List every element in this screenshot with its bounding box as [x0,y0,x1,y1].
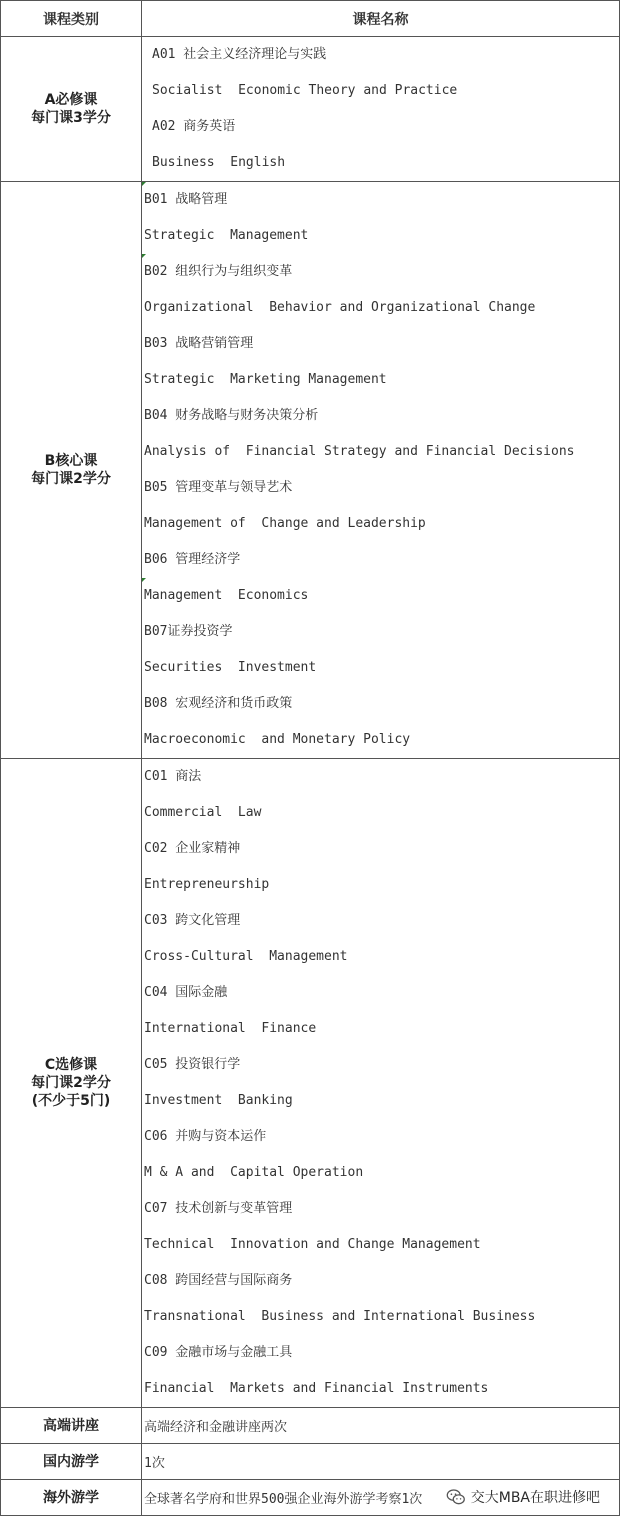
course-line: Strategic Marketing Management [144,372,387,387]
course-line: Technical Innovation and Change Management [144,1237,481,1252]
course-line: Management of Change and Leadership [144,516,426,531]
course-line: C01 商法 [144,769,202,784]
category-line: 每门课2学分 [31,471,111,487]
category-cell-lecture: 高端讲座 [1,1408,142,1444]
extra-content: 高端经济和金融讲座两次 [142,1408,620,1444]
course-line: B05 管理变革与领导艺术 [144,480,293,495]
extra-row-lecture [1,1408,620,1444]
course-line: C02 企业家精神 [144,841,241,856]
course-line: Cross-Cultural Management [144,949,348,964]
course-line: Investment Banking [144,1093,293,1108]
course-line: C05 投资银行学 [144,1057,241,1072]
course-line: C08 跨国经营与国际商务 [144,1273,293,1288]
course-list-c [142,759,620,1408]
course-line: International Finance [144,1021,317,1036]
course-list-b [142,182,620,759]
course-line: Transnational Business and International Business [144,1309,536,1324]
header-course-name: 课程名称 [142,1,620,37]
course-line: C09 金融市场与金融工具 [144,1345,293,1360]
wechat-icon [445,1486,467,1508]
course-line: Business English [152,155,286,170]
course-line: B04 财务战略与财务决策分析 [144,408,319,423]
course-line: M & A and Capital Operation [144,1165,364,1180]
group-row-c [1,759,620,1408]
course-line: C03 跨文化管理 [144,913,241,928]
course-line: Organizational Behavior and Organizational Change [144,300,536,315]
extra-content: 全球著名学府和世界500强企业海外游学考察1次 [142,1480,620,1516]
category-cell-b [1,182,142,759]
group-row-b [1,182,620,759]
extra-content: 1次 [142,1444,620,1480]
course-list-a [142,37,620,182]
category-cell-c [1,759,142,1408]
course-line: Macroeconomic and Monetary Policy [144,732,411,747]
course-line: A02 商务英语 [152,119,236,134]
course-line: C06 并购与资本运作 [144,1129,267,1144]
header-category: 课程类别 [1,1,142,37]
course-line: Securities Investment [144,660,317,675]
course-line: A01 社会主义经济理论与实践 [152,47,327,62]
category-line: 每门课2学分 [31,1075,111,1091]
header-row [1,1,620,37]
category-line: (不少于5门) [31,1093,111,1109]
course-line: Socialist Economic Theory and Practice [152,83,458,98]
course-line: C07 技术创新与变革管理 [144,1201,293,1216]
watermark [443,1485,602,1509]
course-line: B07证券投资学 [144,624,233,639]
course-line: Financial Markets and Financial Instruments [144,1381,489,1396]
course-line: Strategic Management [144,228,309,243]
course-line: Management Economics [142,578,619,614]
course-line: Entrepreneurship [144,877,270,892]
category-cell-a [1,37,142,182]
category-line: 每门课3学分 [31,110,111,126]
course-line: B06 管理经济学 [144,552,241,567]
watermark-text: 交大MBA在职进修吧 [470,1490,600,1506]
course-line: B08 宏观经济和货币政策 [144,696,293,711]
category-line: B核心课 [44,453,98,469]
extra-row-domestic [1,1444,620,1480]
category-cell-overseas: 海外游学 [1,1480,142,1516]
category-line: C选修课 [44,1057,98,1073]
course-line: B03 战略营销管理 [144,336,254,351]
course-line: B01 战略管理 [142,182,619,218]
course-line: Analysis of Financial Strategy and Financial Decisions [144,444,575,459]
course-line: Commercial Law [144,805,262,820]
group-row-a [1,37,620,182]
course-line: B02 组织行为与组织变革 [142,254,619,290]
category-line: A必修课 [44,92,98,108]
category-cell-domestic: 国内游学 [1,1444,142,1480]
course-line: C04 国际金融 [144,985,228,1000]
